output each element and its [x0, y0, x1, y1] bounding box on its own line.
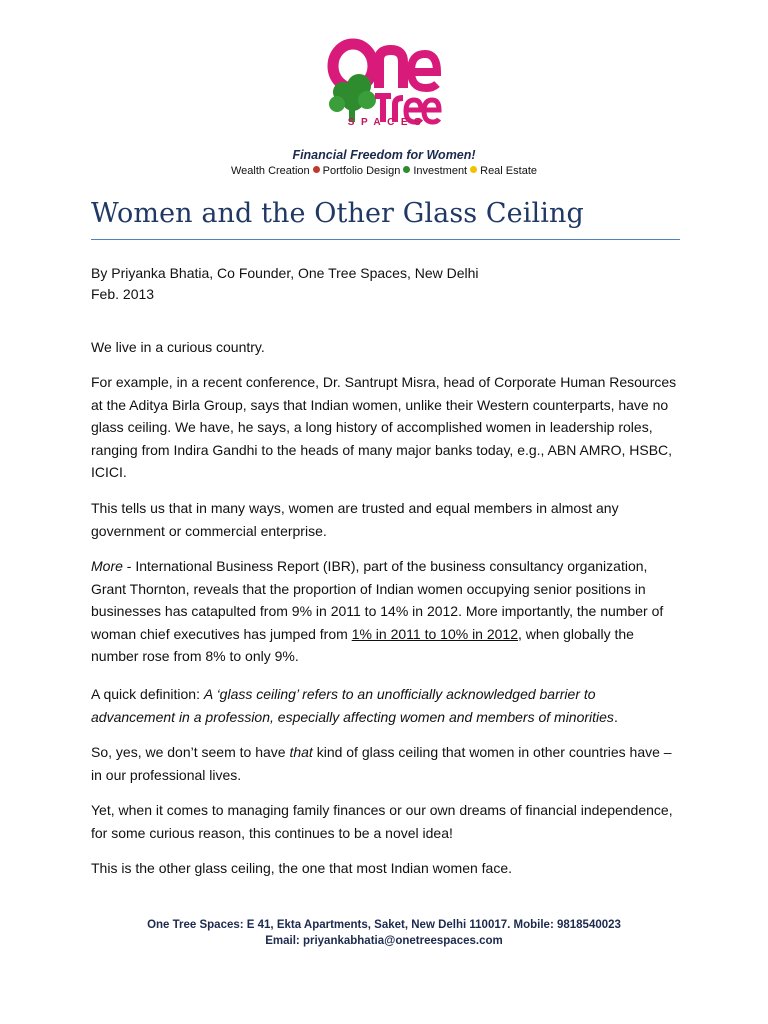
paragraph-4-text-2: , when globally the number rose from 8% to only 9%. — [91, 625, 634, 664]
paragraph-4-text-1: - International Business Report (IBR), part of the business consultancy organization, Grant Thornton, reveals that the proportion of Indian women occupying senior positions in businesses has catapulted from 9% in 2011 to 14% in 2012. More importantly, the number of woman chief executives has jumped from — [91, 558, 664, 642]
paragraph-5-lead: A quick definition: — [91, 686, 204, 702]
footer-address: One Tree Spaces: E 41, Ekta Apartments, Saket, New Delhi 110017. Mobile: 9818540023 — [147, 919, 621, 931]
bullet-dot-red — [313, 166, 320, 173]
paragraph-1: We live in a curious country. — [91, 339, 265, 355]
service-wealth-creation: Wealth Creation — [230, 165, 310, 177]
footer — [0, 917, 768, 949]
footer-email: Email: priyankabhatia@onetreespaces.com — [265, 935, 503, 947]
title-divider — [91, 239, 680, 240]
service-investment: Investment — [413, 165, 468, 177]
paragraph-5-definition: A ‘glass ceiling’ refers to an unofficially acknowledged barrier to advancement in a profession, especially affecting women and members of minorities — [91, 686, 614, 725]
service-real-estate: Real Estate — [480, 165, 537, 177]
byline-date: Feb. 2013 — [91, 286, 155, 302]
paragraph-3: This tells us that in many ways, women are trusted and equal members in almost any government or commercial enterprise. — [91, 500, 619, 539]
byline — [91, 263, 479, 305]
tagline: Financial Freedom for Women! — [292, 148, 476, 162]
paragraph-5-end: . — [613, 708, 618, 725]
service-portfolio-design: Portfolio Design — [322, 165, 401, 177]
bullet-dot-yellow — [470, 166, 477, 173]
paragraph-6 — [91, 741, 683, 786]
paragraph-6-text-2: kind of glass ceiling that women in other countries have – in our professional lives. — [91, 744, 672, 783]
paragraph-6-emphasis: that — [289, 744, 313, 760]
paragraph-4 — [91, 555, 683, 668]
paragraph-4-underlined: 1% in 2011 to 10% in 2012 — [351, 625, 518, 642]
paragraph-5 — [91, 683, 683, 728]
paragraph-7: Yet, when it comes to managing family finances or our own dreams of financial independence, for some curious reason, this continues to be a novel idea! — [91, 802, 673, 841]
paragraph-2: For example, in a recent conference, Dr. Santrupt Misra, head of Corporate Human Resources at the Aditya Birla Group, says that Indian women, unlike their Western counterparts, have no glass ceiling. We have, he says, a long history of accomplished women in leadership roles, ranging from Indira Gandhi to the heads of many major banks today, e.g., ABN AMRO, HSBC, ICICI. — [91, 374, 677, 480]
paragraph-6-text-1: So, yes, we don’t seem to have — [91, 744, 290, 760]
services-list — [0, 165, 768, 177]
paragraph-4-lead: More — [91, 558, 123, 574]
paragraph-8: This is the other glass ceiling, the one that most Indian women face. — [91, 860, 513, 876]
byline-author: By Priyanka Bhatia, Co Founder, One Tree Spaces, New Delhi — [91, 265, 479, 281]
article-title: Women and the Other Glass Ceiling — [91, 198, 584, 229]
bullet-dot-green — [403, 166, 410, 173]
logo-subtitle: SPACES — [347, 117, 428, 128]
